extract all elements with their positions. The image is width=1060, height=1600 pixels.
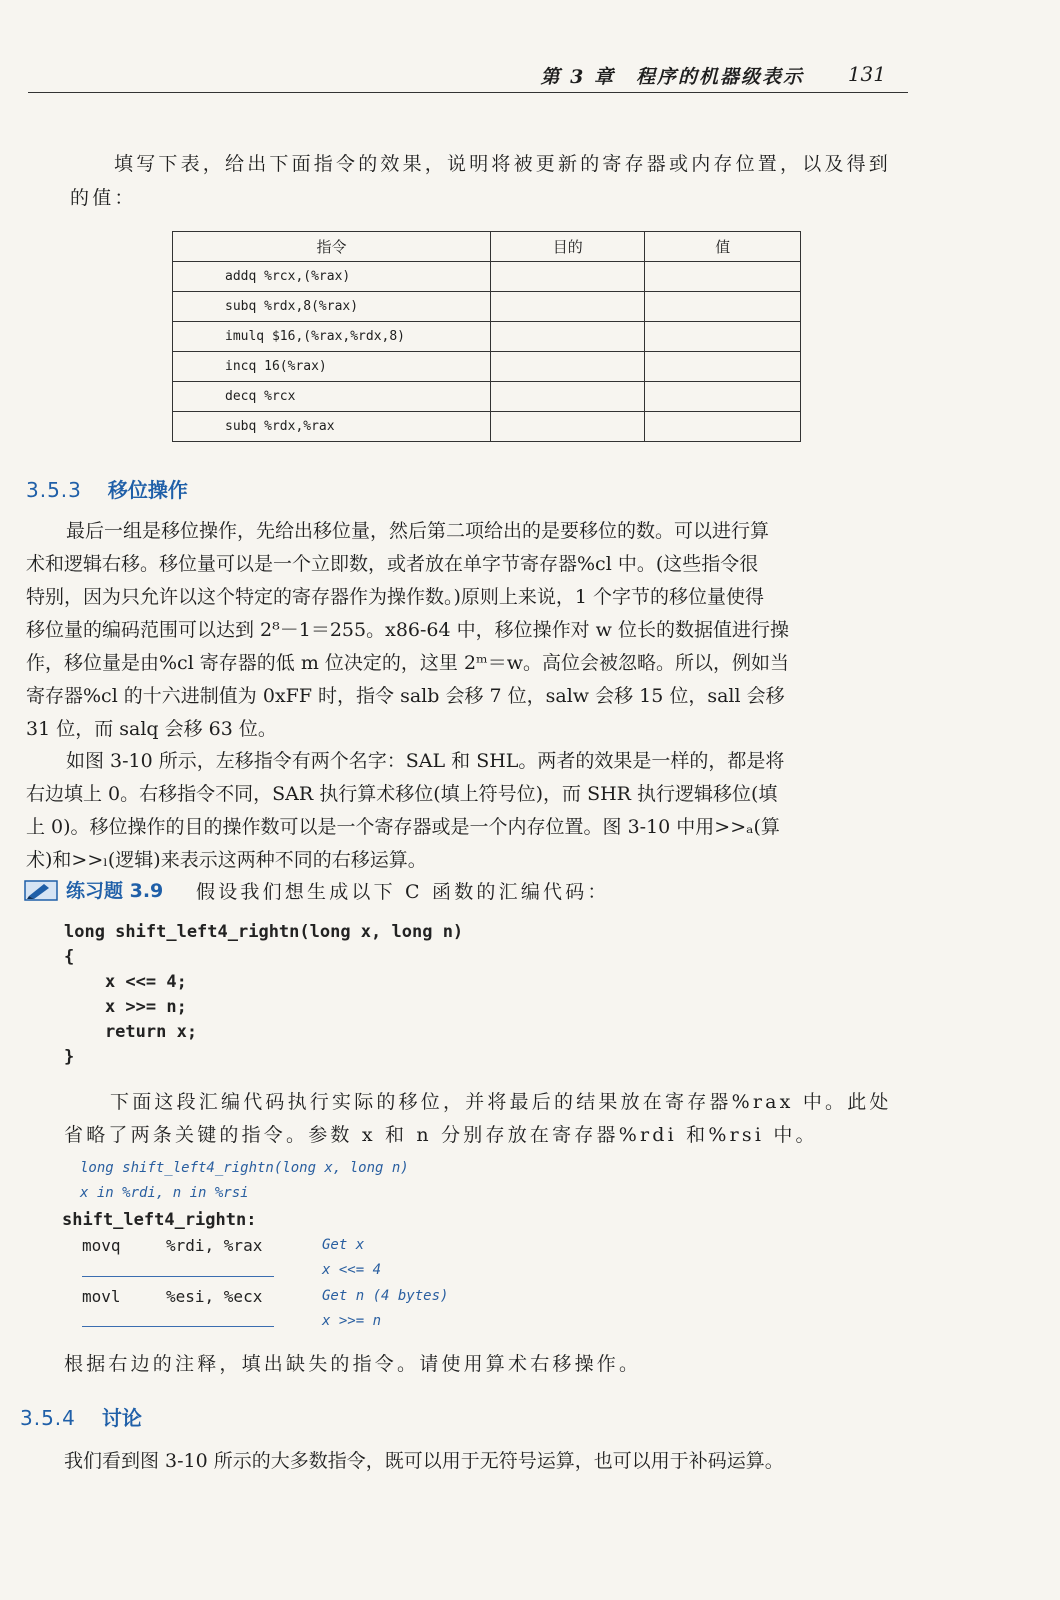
- asm-comment: Get n (4 bytes): [322, 1288, 449, 1304]
- para2-line: 如图 3-10 所示，左移指令有两个名字：SAL 和 SHL。两者的效果是一样的，都是将: [66, 750, 785, 772]
- table-row: [173, 382, 801, 412]
- asm-blank-line-1[interactable]: [82, 1276, 274, 1277]
- para1-line: 31 位，而 salq 会移 63 位。: [26, 718, 277, 740]
- exercise-intro: 假设我们想生成以下 C 函数的汇编代码：: [196, 881, 610, 903]
- asm-args-comment: x in %rdi, n in %rsi: [80, 1185, 249, 1201]
- para3: 我们看到图 3-10 所示的大多数指令，既可以用于无符号运算，也可以用于补码运算。: [64, 1450, 784, 1472]
- asm-args: %rdi, %rax: [166, 1236, 263, 1255]
- destination-cell[interactable]: [491, 352, 645, 382]
- para1-line: 寄存器%cl 的十六进制值为 0xFF 时，指令 salb 会移 7 位，salw 会移 15 位，sall 会移: [26, 685, 785, 707]
- para1-line: 作，移位量是由%cl 寄存器的低 m 位决定的，这里 2ᵐ＝w。高位会被忽略。所以，例如当: [26, 652, 789, 674]
- exercise-prompt-line1: 填写下表，给出下面指令的效果，说明将被更新的寄存器或内存位置，以及得到: [114, 153, 892, 175]
- c-code-line: x <<= 4;: [64, 972, 187, 992]
- table-header-row: [173, 232, 801, 262]
- c-code-line: x >>= n;: [64, 997, 187, 1017]
- instruction-cell: addq %rcx,(%rax): [173, 262, 491, 292]
- exercise-closing: 根据右边的注释，填出缺失的指令。请使用算术右移操作。: [64, 1353, 642, 1375]
- c-code-line: return x;: [64, 1022, 198, 1042]
- destination-cell[interactable]: [491, 322, 645, 352]
- col-header-value: 值: [645, 232, 801, 262]
- section-title: 移位操作: [107, 478, 188, 502]
- asm-op: movq: [82, 1236, 121, 1255]
- chapter-title: 第 3 章 程序的机器级表示: [540, 66, 804, 88]
- asm-function-label: shift_left4_rightn:: [62, 1210, 257, 1230]
- c-code-line: long shift_left4_rightn(long x, long n): [64, 922, 464, 942]
- asm-comment: x <<= 4: [322, 1262, 382, 1278]
- para1-line: 移位量的编码范围可以达到 2⁸－1＝255。x86-64 中，移位操作对 w 位长的数据值进行操: [26, 619, 789, 641]
- c-code-line: }: [64, 1047, 75, 1067]
- asm-blank-line-2[interactable]: [82, 1326, 274, 1327]
- section-heading-3-5-3: [26, 474, 188, 503]
- exercise-desc-line1: 下面这段汇编代码执行实际的移位，并将最后的结果放在寄存器%rax 中。此处: [110, 1091, 892, 1113]
- asm-signature-comment: long shift_left4_rightn(long x, long n): [80, 1160, 409, 1176]
- destination-cell[interactable]: [491, 262, 645, 292]
- section-heading-3-5-4: [20, 1402, 142, 1431]
- para1-line: 术和逻辑右移。移位量可以是一个立即数，或者放在单字节寄存器%cl 中。(这些指令很: [26, 553, 759, 575]
- para2-line: 上 0)。移位操作的目的操作数可以是一个寄存器或是一个内存位置。图 3-10 中用>>ₐ(算: [26, 816, 780, 838]
- instruction-effect-table: [172, 231, 801, 442]
- exercise-label: 练习题 3.9: [66, 880, 164, 902]
- section-number: 3.5.3: [26, 478, 82, 502]
- col-header-destination: 目的: [491, 232, 645, 262]
- asm-comment: x >>= n: [322, 1313, 382, 1329]
- asm-op: movl: [82, 1287, 121, 1306]
- exercise-pencil-icon: [24, 878, 58, 902]
- exercise-desc-line2: 省略了两条关键的指令。参数 x 和 n 分别存放在寄存器%rdi 和%rsi 中。: [64, 1124, 818, 1146]
- c-code-line: {: [64, 947, 75, 967]
- section-title: 讨论: [101, 1406, 142, 1430]
- para1-line: 最后一组是移位操作，先给出移位量，然后第二项给出的是要移位的数。可以进行算: [66, 520, 770, 542]
- running-header: [28, 58, 908, 93]
- table-row: [173, 352, 801, 382]
- instruction-cell: imulq $16,(%rax,%rdx,8): [173, 322, 491, 352]
- page-number: 131: [847, 62, 886, 86]
- section-number: 3.5.4: [20, 1406, 76, 1430]
- table-row: [173, 292, 801, 322]
- destination-cell[interactable]: [491, 292, 645, 322]
- value-cell[interactable]: [645, 412, 801, 442]
- destination-cell[interactable]: [491, 382, 645, 412]
- exercise-prompt-line2: 的值：: [70, 187, 137, 209]
- value-cell[interactable]: [645, 262, 801, 292]
- para2-line: 右边填上 0。右移指令不同，SAR 执行算术移位(填上符号位)，而 SHR 执行逻辑移位(填: [26, 783, 778, 805]
- instruction-cell: subq %rdx,%rax: [173, 412, 491, 442]
- asm-comment: Get x: [322, 1237, 365, 1253]
- col-header-instruction: 指令: [173, 232, 491, 262]
- instruction-cell: subq %rdx,8(%rax): [173, 292, 491, 322]
- value-cell[interactable]: [645, 352, 801, 382]
- asm-args: %esi, %ecx: [166, 1287, 263, 1306]
- table-row: [173, 322, 801, 352]
- value-cell[interactable]: [645, 382, 801, 412]
- para2-line: 术)和>>ₗ(逻辑)来表示这两种不同的右移运算。: [26, 849, 427, 871]
- instruction-cell: incq 16(%rax): [173, 352, 491, 382]
- table-row: [173, 262, 801, 292]
- destination-cell[interactable]: [491, 412, 645, 442]
- value-cell[interactable]: [645, 322, 801, 352]
- para1-line: 特别，因为只允许以这个特定的寄存器作为操作数。)原则上来说，1 个字节的移位量使得: [26, 586, 765, 608]
- table-row: [173, 412, 801, 442]
- instruction-cell: decq %rcx: [173, 382, 491, 412]
- value-cell[interactable]: [645, 292, 801, 322]
